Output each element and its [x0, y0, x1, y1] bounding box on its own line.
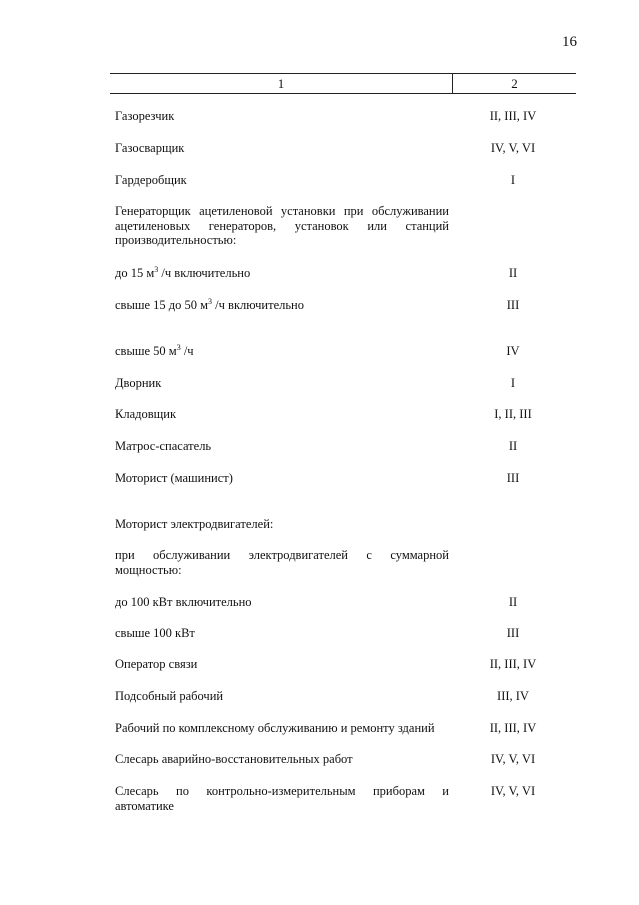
qualification-grade: I [510, 376, 516, 390]
name-text: свыше 50 м [115, 344, 177, 358]
qualification-grade: III [506, 471, 520, 485]
qualification-grade: IV, V, VI [490, 141, 536, 155]
profession-name [115, 298, 449, 313]
profession-name: свыше 100 кВт [115, 626, 195, 640]
qualification-grade: I [510, 173, 516, 187]
qualification-grade: IV [506, 344, 520, 358]
name-text: до 15 м [115, 266, 155, 280]
superscript: 3 [176, 342, 181, 352]
profession-name [115, 344, 449, 359]
header-col-1: 1 [277, 76, 285, 91]
header-col-2: 2 [511, 76, 518, 91]
profession-name: Газорезчик [115, 109, 175, 123]
qualification-grade: I, II, III [494, 407, 532, 421]
qualification-grade: II [508, 266, 518, 280]
profession-name: Дворник [115, 376, 162, 390]
profession-name: Моторист (машинист) [115, 471, 233, 485]
profession-name: до 100 кВт включительно [115, 595, 252, 609]
profession-name: Рабочий по комплексному обслуживанию и ремонту зданий [115, 721, 435, 735]
qualification-grade: II, III, IV [489, 657, 537, 671]
profession-name: Слесарь аварийно-восстановительных работ [115, 752, 353, 766]
superscript: 3 [154, 264, 159, 274]
qualification-grade: II [508, 439, 518, 453]
page-number: 16 [562, 34, 577, 50]
profession-name: Моторист электродвигателей: [115, 517, 274, 531]
qualification-grade: III [506, 626, 520, 640]
qualification-grade: II, III, IV [489, 721, 537, 735]
qualification-grade: III, IV [497, 689, 529, 703]
name-text: свыше 15 до 50 м [115, 298, 209, 312]
profession-name: при обслуживании электродвигателей с суммарной мощностью: [115, 548, 449, 577]
qualification-grade: II [508, 595, 518, 609]
profession-name: Газосварщик [115, 141, 185, 155]
qualification-grade: III [506, 298, 520, 312]
qualification-grade: II, III, IV [489, 109, 537, 123]
profession-name: Оператор связи [115, 657, 198, 671]
profession-name: Слесарь по контрольно-измерительным приборам и автоматике [115, 784, 449, 813]
qualification-grade: IV, V, VI [490, 784, 536, 798]
table-header [110, 73, 576, 94]
profession-name [115, 266, 449, 281]
profession-name: Генераторщик ацетиленовой установки при обслуживании ацетиленовых генераторов, установок или станций производительностью: [115, 204, 449, 247]
superscript: 3 [208, 296, 213, 306]
profession-name: Подсобный рабочий [115, 689, 224, 703]
header-bottom-rule [110, 93, 576, 94]
qualification-grade: IV, V, VI [490, 752, 536, 766]
name-tail: /ч включительно [212, 298, 304, 312]
name-tail: /ч [180, 344, 194, 358]
profession-name: Матрос-спасатель [115, 439, 212, 453]
header-top-rule [110, 73, 576, 74]
profession-name: Кладовщик [115, 407, 177, 421]
profession-name: Гардеробщик [115, 173, 187, 187]
name-tail: /ч включительно [158, 266, 251, 280]
